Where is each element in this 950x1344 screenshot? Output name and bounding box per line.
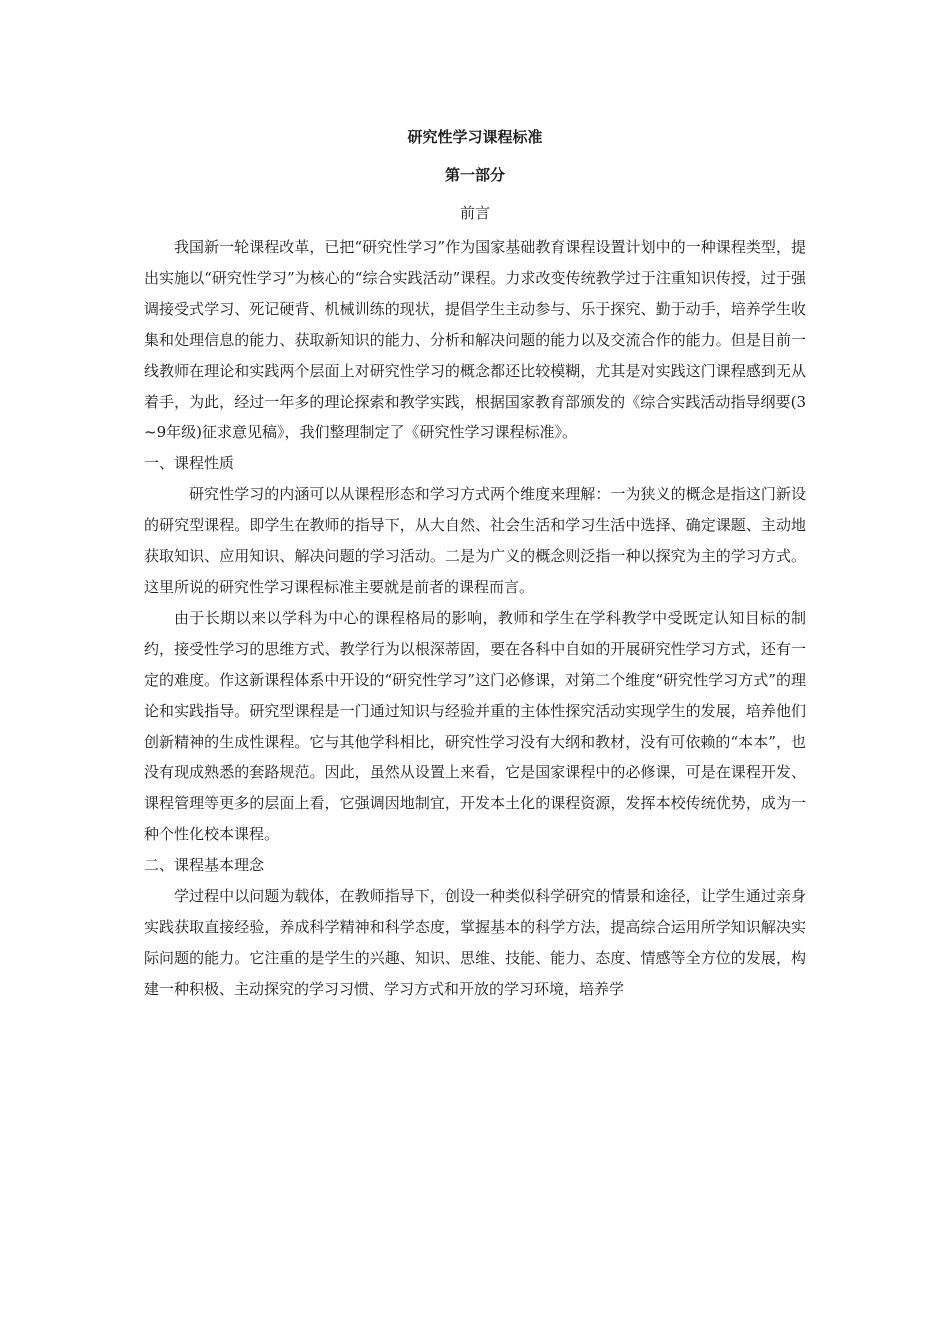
nature-paragraph-2: 由于长期以来以学科为中心的课程格局的影响，教师和学生在学科教学中受既定认知目标的制约，接受性学习的思维方式、教学行为以根深蒂固，要在各科中自如的开展研究性学习方式，还有一定的难度。作这新课程体系中开设的“研究性学习”这门必修课，对第二个维度“研究性学习方式”的理论和实践指导。研究型课程是一门通过知识与经验并重的主体性探究活动实现学生的发展，培养他们创新精神的生成性课程。它与其他学科相比，研究性学习没有大纲和教材，没有可依赖的“本本”，也没有现成熟悉的套路规范。因此，虽然从设置上来看，它是国家课程中的必修课，可是在课程开发、课程管理等更多的层面上看，它强调因地制宜，开发本土化的课程资源，发挥本校传统优势，成为一种个性化校本课程。 [144, 608, 806, 844]
part-heading: 第一部分 [444, 166, 505, 184]
section-heading-nature: 一、课程性质 [144, 454, 235, 473]
concepts-paragraph-1: 学过程中以问题为载体，在教师指导下，创设一种类似科学研究的情景和途径，让学生通过亲身实践获取直接经验，养成科学精神和科学态度，掌握基本的科学方法，提高综合运用所学知识解决实际问题的能力。它注重的是学生的兴趣、知识、思维、技能、能力、态度、情感等全方位的发展，构建一种积极、主动探究的学习习惯、学习方式和开放的学习环境，培养学 [144, 887, 806, 998]
document-title: 研究性学习课程标准 [407, 128, 543, 146]
preface-paragraph: 我国新一轮课程改革，已把“研究性学习”作为国家基础教育课程设置计划中的一种课程类型，提出实施以“研究性学习”为核心的“综合实践活动”课程。力求改变传统教学过于注重知识传授，过于强调接受式学习、死记硬背、机械训练的现状，提倡学生主动参与、乐于探究、勤于动手，培养学生收集和处理信息的能力、获取新知识的能力、分析和解决问题的能力以及交流合作的能力。但是目前一线教师在理论和实践两个层面上对研究性学习的概念都还比较模糊，尤其是对实践这门课程感到无从着手，为此，经过一年多的理论探索和教学实践，根据国家教育部颁发的《综合实践活动指导纲要(3~9年级)征求意见稿》，我们整理制定了《研究性学习课程标准》。 [144, 238, 806, 442]
document-page [144, 118, 806, 1005]
preface-heading: 前言 [459, 204, 490, 222]
section-heading-concepts: 二、课程基本理念 [144, 856, 265, 875]
nature-paragraph-1: 研究性学习的内涵可以从课程形态和学习方式两个维度来理解：一为狭义的概念是指这门新设的研究型课程。即学生在教师的指导下，从大自然、社会生活和学习生活中选择、确定课题、主动地获取知识、应用知识、解决问题的学习活动。二是为广义的概念则泛指一种以探究为主的学习方式。这里所说的研究性学习课程标准主要就是前者的课程而言。 [144, 485, 806, 596]
